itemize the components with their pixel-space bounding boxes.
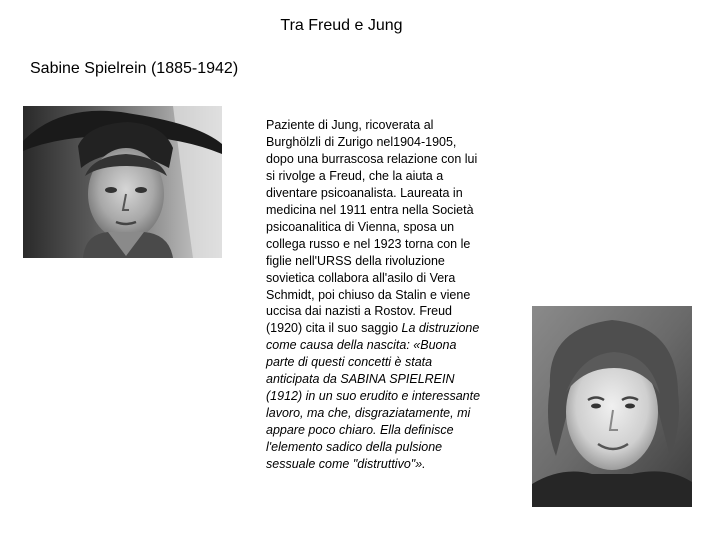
portrait-hat-icon bbox=[23, 106, 222, 258]
freud-intro: Freud (1920) cita il suo saggio bbox=[266, 304, 452, 336]
freud-quote: : «Buona parte di questi concetti è stata anticipata da SABINA SPIELREIN (1912) in un suo erudito e interessante lavoro, ma che, disgraziatamente, mi appare poco chiaro. Ella definisce l'elemento sadico della pulsione sessuale come "distruttivo"». bbox=[266, 338, 481, 472]
page-subtitle: Sabine Spielrein (1885-1942) bbox=[30, 60, 239, 77]
bio-paragraph: Paziente di Jung, ricoverata al Burghölzli di Zurigo nel1904-1905, dopo una burrascosa relazione con lui si rivolge a Freud, che la aiuta a diventare psicoanalista. Laureata in medicina nel 1911 entra nella Società psicoanalitica di Vienna, sposa un collega russo e nel 1923 torna con le figlie nell'URSS della rivoluzione sovietica collabora all'asilo di Vera Schmidt, poi chiuso da Stalin e viene uccisa dai nazisti a Rostov. bbox=[266, 118, 478, 319]
essay-title: La distruzione come causa della nascita bbox=[266, 321, 480, 353]
portrait-closeup-icon bbox=[532, 306, 692, 507]
portrait-photo-hat bbox=[23, 106, 222, 258]
portrait-photo-closeup bbox=[532, 306, 692, 507]
biography-text bbox=[266, 117, 486, 473]
page-title: Tra Freud e Jung bbox=[280, 17, 403, 34]
